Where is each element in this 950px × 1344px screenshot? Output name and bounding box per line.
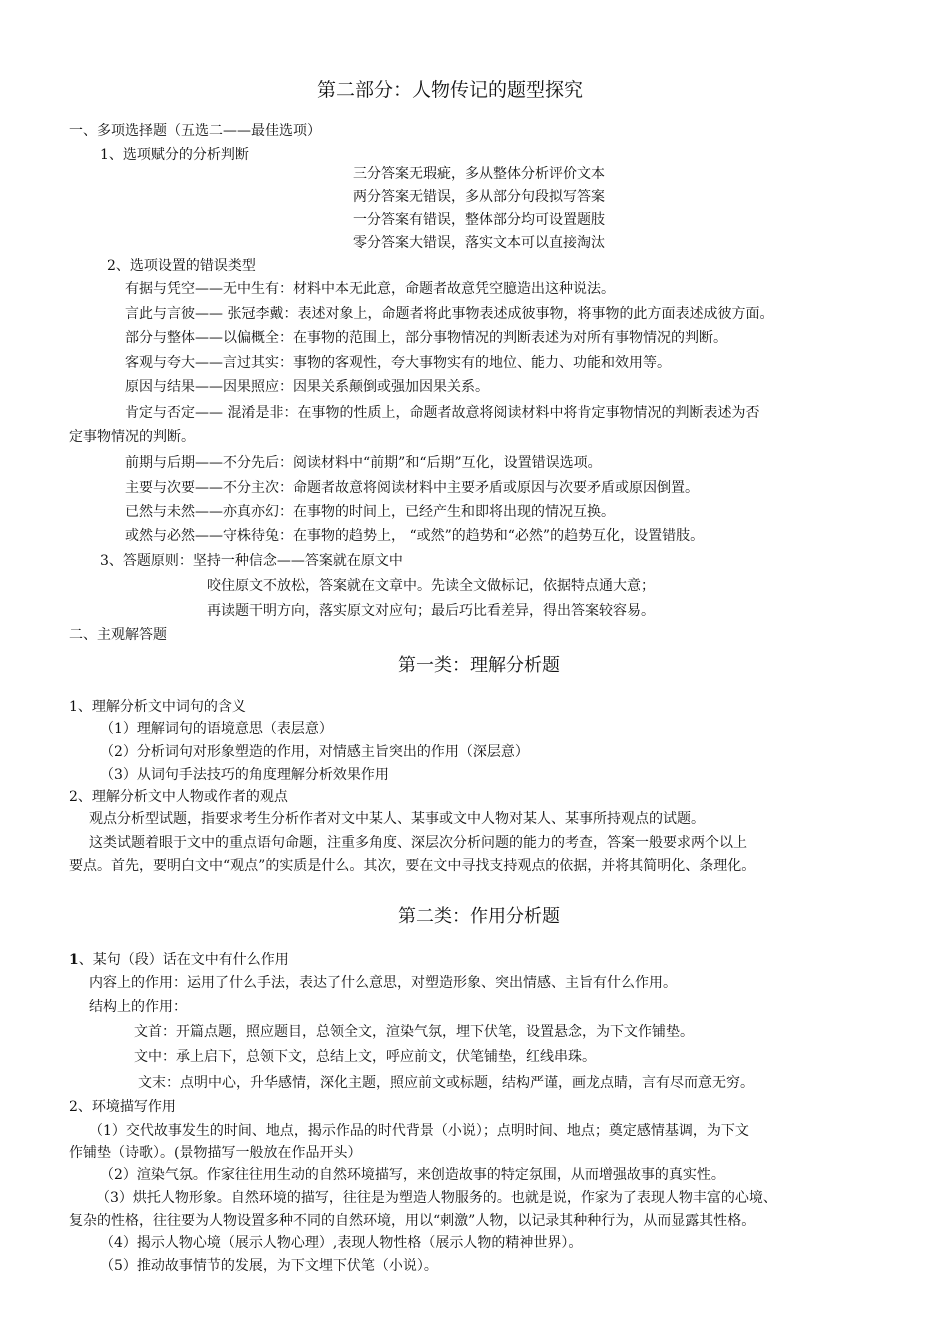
paragraph-line: 作铺垫（诗歌）。(景物描写一般放在作品开头） <box>69 1145 362 1161</box>
class-title-function: 第二类：作用分析题 <box>398 906 560 927</box>
score-line: 一分答案有错误，整体部分均可设置题肢 <box>353 212 605 228</box>
structure-line: 文末：点明中心，升华感情，深化主题，照应前文或标题，结构严谨，画龙点睛，言有尽而意无穷。 <box>138 1075 754 1091</box>
error-type-line: 前期与后期——不分先后：阅读材料中“前期”和“后期”互化，设置错误选项。 <box>125 455 602 471</box>
structure-line: 文中：承上启下，总领下文，总结上文，呼应前文，伏笔铺垫，红线串珠。 <box>134 1049 596 1065</box>
page-title: 第二部分：人物传记的题型探究 <box>317 79 584 101</box>
principle-line: 咬住原文不放松，答案就在文章中。先读全文做标记，依据特点通大意； <box>207 578 655 594</box>
principle-line: 再读题干明方向，落实原文对应句；最后巧比看差异，得出答案较容易。 <box>207 603 655 619</box>
item-heading-text: 、某句（段）话在文中有什么作用 <box>78 952 289 968</box>
class-title-comprehension: 第一类：理解分析题 <box>398 655 560 676</box>
paragraph-line: （3）烘托人物形象。自然环境的描写，往往是为塑造人物服务的。也就是说，作家为了表现人物丰富的心境、 <box>96 1190 777 1206</box>
score-line: 两分答案无错误，多从部分句段拟写答案 <box>353 189 605 205</box>
score-line: 三分答案无瑕疵，多从整体分析评价文本 <box>353 166 605 182</box>
error-type-line-cont: 定事物情况的判断。 <box>69 429 195 445</box>
paragraph-line: 内容上的作用：运用了什么手法，表达了什么意思，对塑造形象、突出情感、主旨有什么作用。 <box>89 975 677 991</box>
error-type-line: 或然与必然——守株待兔：在事物的趋势上， “或然”的趋势和“必然”的趋势互化，设置错肢。 <box>125 528 705 544</box>
subheading-principle: 3、答题原则：坚持一种信念——答案就在原文中 <box>100 553 403 569</box>
section-heading-choice: 一、多项选择题（五选二——最佳选项） <box>69 123 321 139</box>
structure-line: 文首：开篇点题，照应题目，总领全文，渲染气氛，埋下伏笔，设置悬念，为下文作铺垫。 <box>134 1024 694 1040</box>
subheading-scoring: 1、选项赋分的分析判断 <box>100 147 249 163</box>
item-point: （3）从词句手法技巧的角度理解分析效果作用 <box>100 767 389 783</box>
item-number: 1 <box>69 952 79 968</box>
paragraph-line: 要点。首先，要明白文中“观点”的实质是什么。其次，要在文中寻找支持观点的依据，并将其简明化、条理化。 <box>69 858 756 874</box>
error-type-line: 客观与夸大——言过其实：事物的客观性，夸大事物实有的地位、能力、功能和效用等。 <box>125 355 671 371</box>
item-heading <box>69 950 289 970</box>
paragraph-line: 这类试题着眼于文中的重点语句命题，注重多角度、深层次分析问题的能力的考查，答案一般要求两个以上 <box>89 835 747 851</box>
paragraph-line: （4）揭示人物心境（展示人物心理）,表现人物性格（展示人物的精神世界）。 <box>100 1235 583 1251</box>
score-line: 零分答案大错误，落实文本可以直接淘汰 <box>353 235 605 251</box>
error-type-line: 部分与整体——以偏概全：在事物的范围上，部分事物情况的判断表述为对所有事物情况的判断。 <box>125 330 727 346</box>
item-heading: 2、环境描写作用 <box>69 1099 176 1115</box>
section-heading-subjective: 二、主观解答题 <box>69 627 167 643</box>
item-point: （1）理解词句的语境意思（表层意） <box>100 721 333 737</box>
error-type-line: 已然与未然——亦真亦幻：在事物的时间上，已经产生和即将出现的情况互换。 <box>125 504 615 520</box>
error-type-line: 言此与言彼—— 张冠李戴：表述对象上，命题者将此事物表述成彼事物，将事物的此方面表述成彼方面。 <box>125 306 774 322</box>
error-type-line: 原因与结果——因果照应：因果关系颠倒或强加因果关系。 <box>125 379 489 395</box>
error-type-line: 肯定与否定—— 混淆是非：在事物的性质上，命题者故意将阅读材料中将肯定事物情况的判断表述为否 <box>125 405 760 421</box>
paragraph-line: 复杂的性格，往往要为人物设置多种不同的自然环境，用以“刺激”人物，以记录其种种行为，从而显露其性格。 <box>69 1213 756 1229</box>
paragraph-line: （2）渲染气氛。作家往往用生动的自然环境描写，来创造故事的特定氛围，从而增强故事的真实性。 <box>100 1167 725 1183</box>
item-point: （2）分析词句对形象塑造的作用，对情感主旨突出的作用（深层意） <box>100 744 529 760</box>
item-heading: 2、理解分析文中人物或作者的观点 <box>69 789 288 805</box>
subheading-error-types: 2、选项设置的错误类型 <box>107 258 256 274</box>
paragraph-line: 观点分析型试题，指要求考生分析作者对文中某人、某事或文中人物对某人、某事所持观点的试题。 <box>89 811 705 827</box>
item-heading: 1、理解分析文中词句的含义 <box>69 699 246 715</box>
error-type-line: 有据与凭空——无中生有：材料中本无此意，命题者故意凭空臆造出这种说法。 <box>125 281 615 297</box>
paragraph-line: （5）推动故事情节的发展，为下文埋下伏笔（小说）。 <box>100 1258 438 1274</box>
paragraph-line: （1）交代故事发生的时间、地点，揭示作品的时代背景（小说）；点明时间、地点；奠定感情基调，为下文 <box>89 1123 749 1139</box>
paragraph-line: 结构上的作用： <box>89 999 187 1015</box>
error-type-line: 主要与次要——不分主次：命题者故意将阅读材料中主要矛盾或原因与次要矛盾或原因倒置。 <box>125 480 699 496</box>
